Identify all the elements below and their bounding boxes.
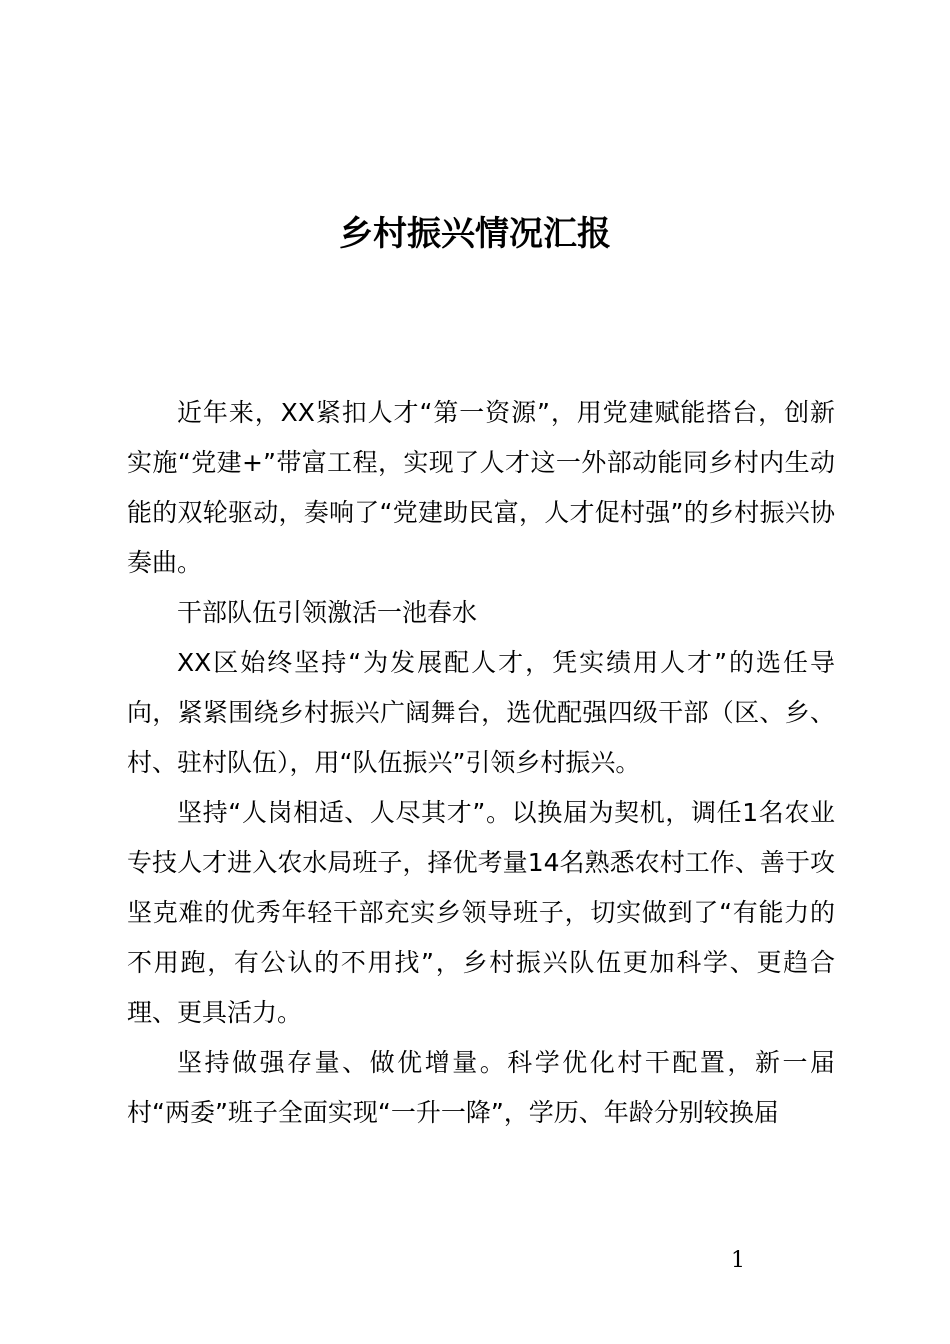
paragraph-selection-orientation: XX区始终坚持“为发展配人才，凭实绩用人才”的选任导向，紧紧围绕乡村振兴广阔舞台，选优配强四级干部（区、乡、村、驻村队伍），用“队伍振兴”引领乡村振兴。: [127, 648, 835, 777]
paragraph-intro: 近年来，XX紧扣人才“第一资源”，用党建赋能搭台，创新实施“党建+”带富工程，实现了人才这一外部动能同乡村内生动能的双轮驱动，奏响了“党建助民富，人才促村强”的乡村振兴协奏曲。: [127, 398, 835, 577]
paragraph-right-person-right-post: 坚持“人岗相适、人尽其才”。以换届为契机，调任1名农业专技人才进入农水局班子，择优考量14名熟悉农村工作、善于攻坚克难的优秀年轻干部充实乡领导班子，切实做到了“有能力的不用跑，有公认的不用找”，乡村振兴队伍更加科学、更趋合理、更具活力。: [127, 798, 835, 1027]
document-title: 乡村振兴情况汇报: [339, 214, 611, 254]
section-heading: 干部队伍引领激活一池春水: [177, 598, 478, 627]
document-body: [127, 388, 835, 1138]
paragraph-stock-and-increment: 坚持做强存量、做优增量。科学优化村干配置，新一届村“两委”班子全面实现“一升一降”，学历、年龄分别较换届: [127, 1048, 835, 1127]
page-number: 1: [731, 1248, 745, 1273]
